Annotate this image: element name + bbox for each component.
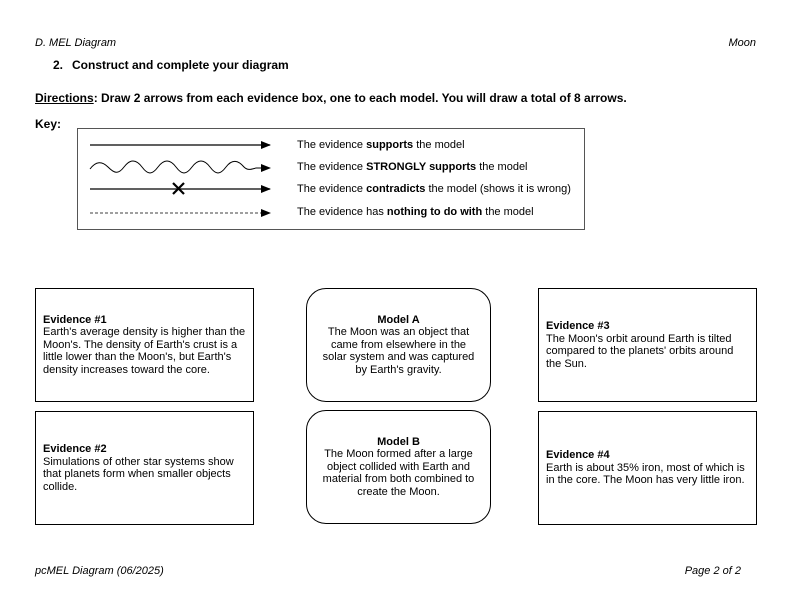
evidence-box-4[interactable] [538, 411, 757, 525]
key-label: Key: [35, 117, 62, 131]
evidence-title: Evidence #2 [43, 443, 107, 455]
model-title: Model B [377, 435, 420, 448]
key-item-supports: The evidence supports the model [297, 139, 465, 151]
evidence-box-3[interactable] [538, 288, 757, 402]
key-box [77, 128, 585, 230]
directions [35, 91, 627, 105]
evidence-box-1[interactable] [35, 288, 254, 402]
evidence-title: Evidence #4 [546, 449, 610, 462]
evidence-text: Simulations of other star systems show that planets form when smaller objects collide. [43, 455, 234, 493]
model-box-b[interactable] [306, 410, 491, 524]
document-header-right: Moon [728, 37, 756, 49]
directions-label: Directions [35, 91, 94, 105]
footer-left: pcMEL Diagram (06/2025) [35, 565, 164, 577]
section-title [53, 58, 289, 72]
directions-text: : Draw 2 arrows from each evidence box, one to each model. You will draw a total of 8 arrows. [93, 91, 627, 105]
evidence-text: Earth is about 35% iron, most of which is in the core. The Moon has very little iron. [546, 461, 745, 487]
evidence-text: Earth's average density is higher than the Moon's. The density of Earth's crust is a little lower than the Moon's, but Earth's density increases toward the core. [43, 326, 246, 376]
model-text: The Moon formed after a large object collided with Earth and material from both combined to create the Moon. [322, 448, 475, 498]
evidence-title: Evidence #3 [546, 320, 610, 332]
key-item-nothing-to-do-with: The evidence has nothing to do with the model [297, 206, 534, 218]
wavy-arrow-icon [90, 161, 270, 173]
section-number: 2. [53, 58, 64, 72]
evidence-box-2[interactable] [35, 411, 254, 525]
page-number: Page 2 of 2 [684, 565, 741, 577]
model-title: Model A [377, 313, 420, 326]
evidence-text: The Moon's orbit around Earth is tilted compared to the planets' orbits around the Sun. [546, 332, 734, 370]
section-title-text: Construct and complete your diagram [72, 58, 289, 72]
document-header-left: D. MEL Diagram [35, 37, 117, 49]
model-box-a[interactable] [306, 288, 491, 402]
crossed-arrow-icon [90, 183, 270, 194]
key-item-contradicts: The evidence contradicts the model (shows it is wrong) [297, 183, 571, 195]
model-text: The Moon was an object that came from elsewhere in the solar system and was captured by Earth's gravity. [322, 326, 475, 376]
key-item-strongly-supports: The evidence STRONGLY supports the model [297, 161, 528, 173]
evidence-title: Evidence #1 [43, 313, 107, 326]
